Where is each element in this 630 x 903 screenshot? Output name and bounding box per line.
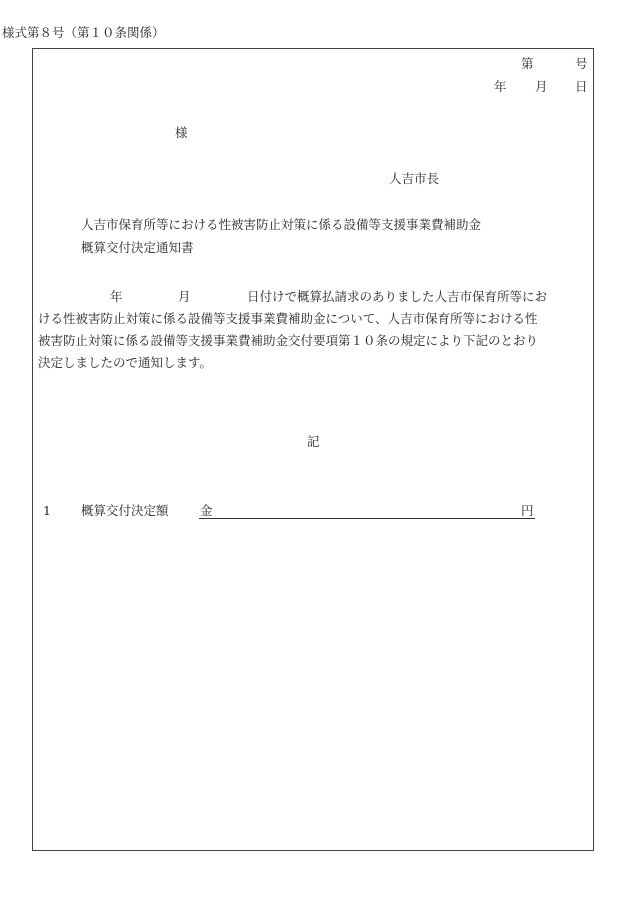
body-line-1: 日付けで概算払請求のありました人吉市保育所等にお: [247, 289, 548, 304]
amount-underline: [199, 518, 535, 519]
item1-number: 1: [43, 503, 51, 518]
ki-heading: 記: [307, 434, 320, 449]
issuer-name: 人吉市長: [389, 171, 440, 186]
date-year: 年: [494, 79, 507, 94]
body-line-4: 決定しましたので通知します。: [38, 355, 213, 370]
body-line-2: ける性被害防止対策に係る設備等支援事業費補助金について、人吉市保育所等における性: [38, 311, 538, 326]
number-dai: 第: [521, 56, 534, 71]
title-line-2: 概算交付決定通知書: [81, 240, 194, 255]
item1-kin: 金: [200, 503, 213, 518]
title-line-1: 人吉市保育所等における性被害防止対策に係る設備等支援事業費補助金: [81, 217, 482, 232]
body-line-3: 被害防止対策に係る設備等支援事業費補助金交付要項第１０条の規定により下記のとおり: [38, 333, 539, 348]
addressee-sama: 様: [175, 125, 188, 140]
date-day: 日: [575, 79, 588, 94]
date-month: 月: [535, 79, 548, 94]
document-frame: [32, 48, 594, 851]
body-year: 年: [110, 289, 123, 304]
item1-yen: 円: [521, 503, 534, 518]
item1-label: 概算交付決定額: [81, 503, 169, 518]
body-month: 月: [178, 289, 191, 304]
form-label: 様式第８号（第１０条関係）: [2, 25, 165, 40]
number-go: 号: [575, 56, 588, 71]
